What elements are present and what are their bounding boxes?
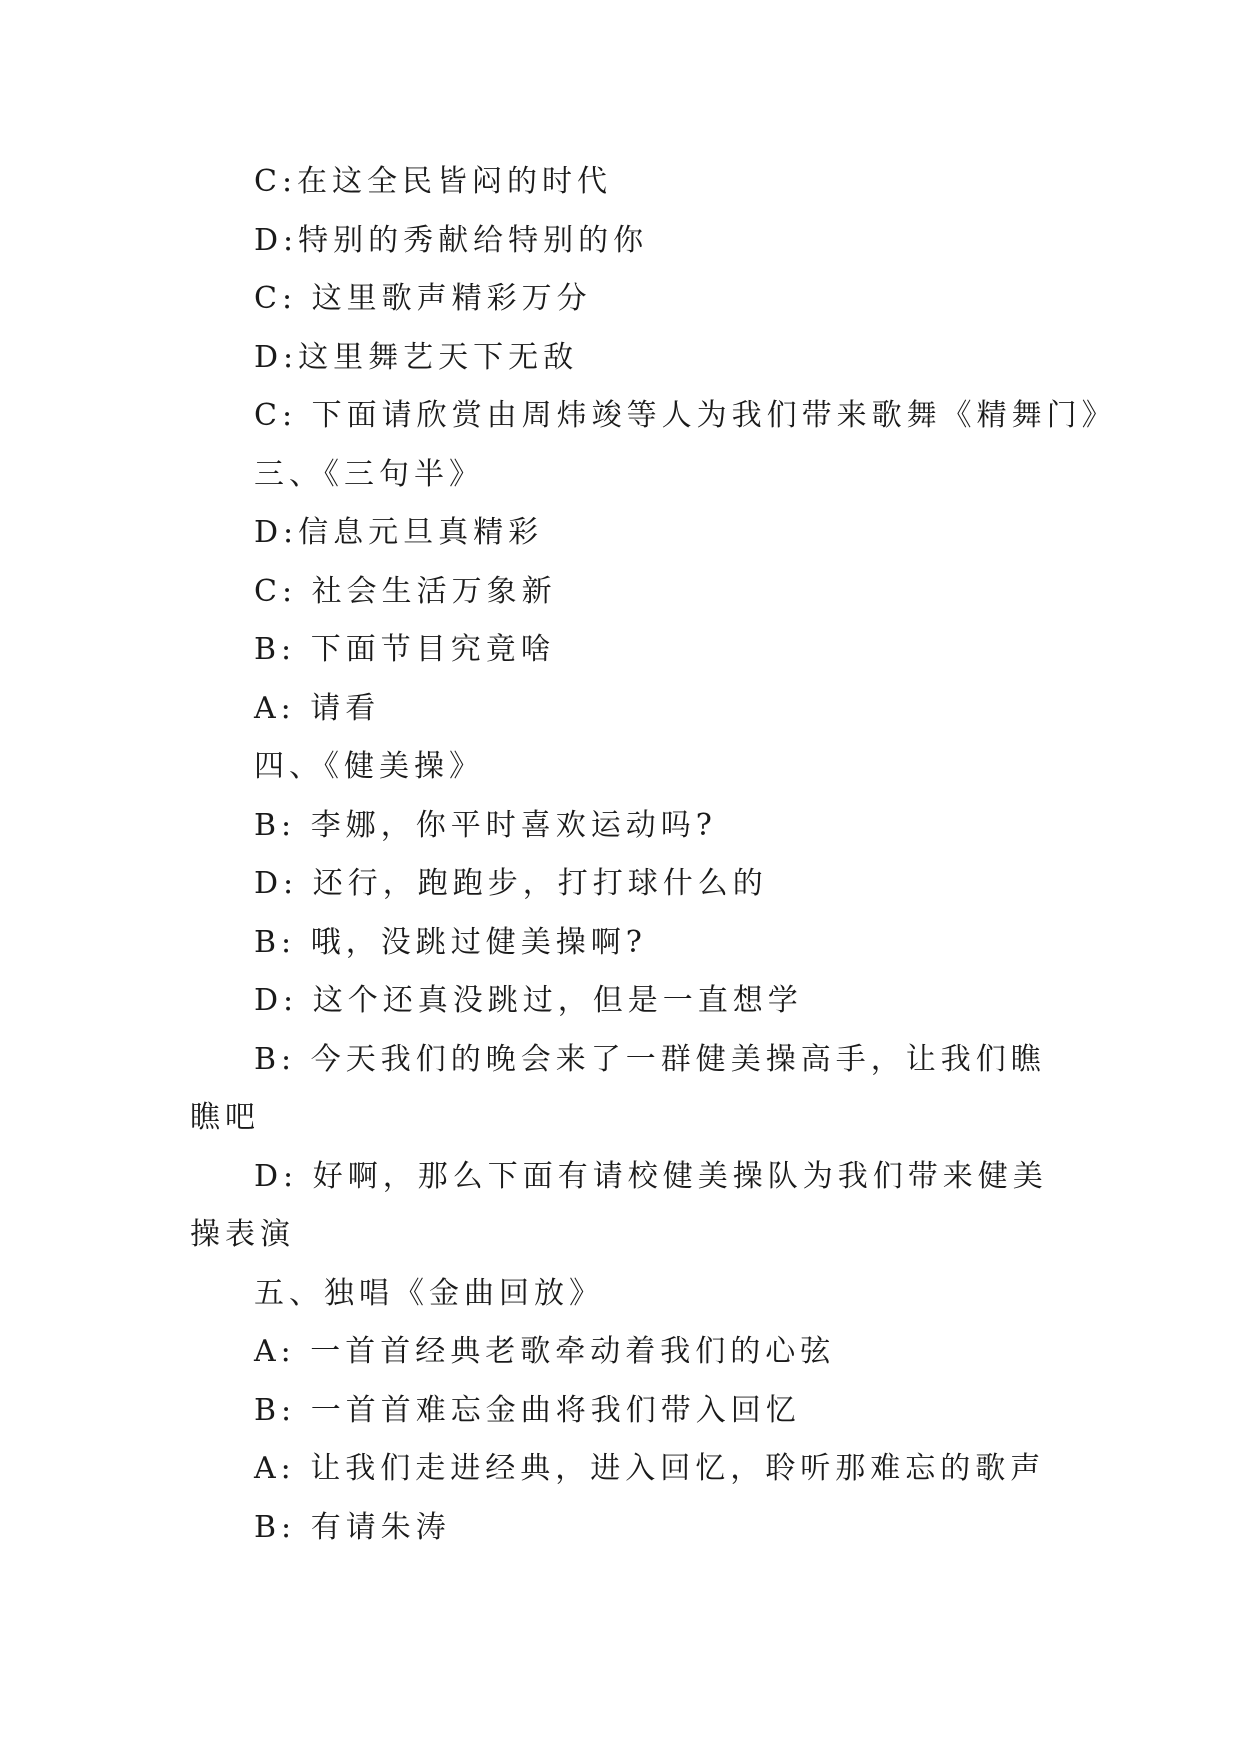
dialogue-line: D: 好啊，那么下面有请校健美操队为我们带来健美操表演 bbox=[190, 1158, 1048, 1252]
dialogue-line: D:特别的秀献给特别的你 bbox=[254, 222, 649, 258]
dialogue-line: D: 还行，跑跑步，打打球什么的 bbox=[254, 866, 768, 901]
dialogue-line: C: 这里歌声精彩万分 bbox=[254, 281, 592, 316]
section-heading: 四、《健美操》 bbox=[254, 749, 484, 784]
section-heading: 三、《三句半》 bbox=[254, 456, 484, 492]
dialogue-line: C: 社会生活万象新 bbox=[254, 573, 557, 609]
dialogue-line: D:信息元旦真精彩 bbox=[254, 515, 544, 550]
dialogue-line: A: 请看 bbox=[254, 690, 381, 726]
section-heading: 五、独唱《金曲回放》 bbox=[254, 1275, 604, 1311]
dialogue-line: D:这里舞艺天下无敌 bbox=[254, 339, 579, 375]
dialogue-line: B: 哦，没跳过健美操啊? bbox=[254, 924, 647, 960]
dialogue-line: B: 今天我们的晚会来了一群健美操高手，让我们瞧瞧吧 bbox=[190, 1041, 1046, 1135]
dialogue-line: B: 一首首难忘金曲将我们带入回忆 bbox=[254, 1392, 801, 1428]
dialogue-line: C:在这全民皆闷的时代 bbox=[254, 164, 613, 199]
dialogue-line: A: 让我们走进经典，进入回忆，聆听那难忘的歌声 bbox=[254, 1451, 1046, 1486]
dialogue-line: A: 一首首经典老歌牵动着我们的心弦 bbox=[254, 1334, 836, 1369]
dialogue-line: B: 李娜，你平时喜欢运动吗? bbox=[254, 807, 717, 843]
dialogue-line: B: 下面节目究竟啥 bbox=[254, 632, 556, 667]
document-body bbox=[190, 153, 1117, 1557]
dialogue-line: C: 下面请欣赏由周炜竣等人为我们带来歌舞《精舞门》 bbox=[254, 398, 1117, 433]
dialogue-line: B: 有请朱涛 bbox=[254, 1509, 451, 1545]
dialogue-line: D: 这个还真没跳过，但是一直想学 bbox=[254, 983, 803, 1018]
